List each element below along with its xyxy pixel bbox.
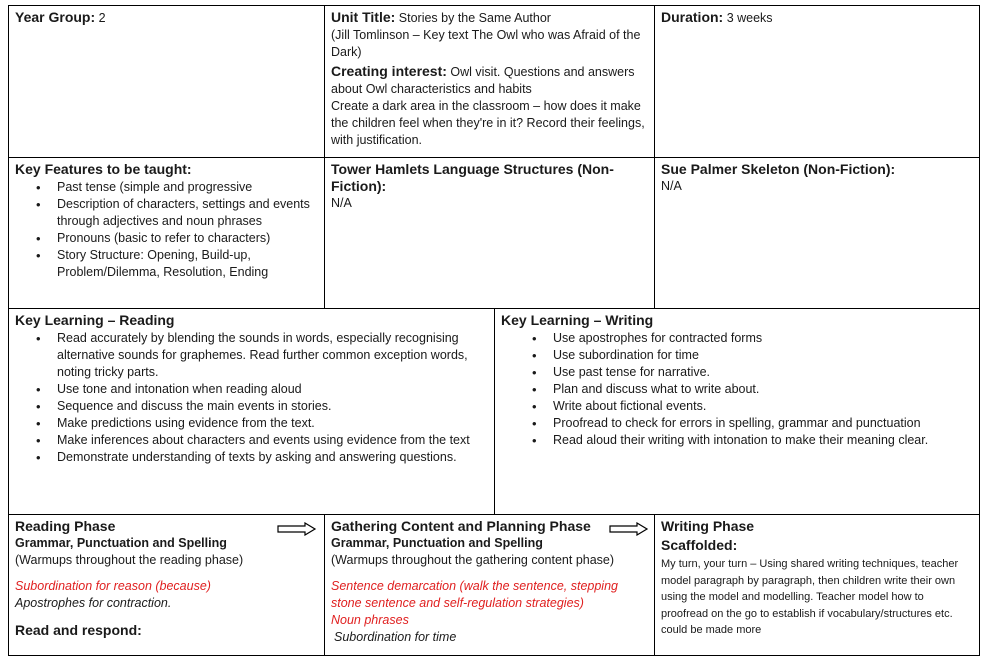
duration-cell: [654, 5, 980, 158]
duration-label: Duration:: [661, 9, 724, 25]
reading-list: [15, 330, 488, 466]
unit-title-cell: [324, 5, 655, 158]
list-item: • Make predictions using evidence from the text.: [57, 415, 488, 432]
reading-phase-warmups: (Warmups throughout the reading phase): [15, 553, 244, 567]
list-item: • Use apostrophes for contracted forms: [553, 330, 973, 347]
list-item: • Use subordination for time: [553, 347, 973, 364]
list-item: • Use past tense for narrative.: [553, 364, 973, 381]
key-features-title: Key Features to be taught:: [15, 161, 192, 177]
list-item: • Story Structure: Opening, Build-up, Problem/Dilemma, Resolution, Ending: [57, 247, 318, 281]
reading-phase-italic: Apostrophes for contraction.: [15, 596, 172, 610]
key-features-list: [15, 179, 318, 281]
duration-value: 3 weeks: [726, 11, 773, 25]
sue-palmer-title: Sue Palmer Skeleton (Non-Fiction):: [661, 161, 896, 177]
writing-phase-scaffolded: Scaffolded:: [661, 537, 738, 553]
key-text: (Jill Tomlinson – Key text The Owl who was Afraid of the Dark): [331, 28, 641, 59]
list-item: • Demonstrate understanding of texts by asking and answering questions.: [57, 449, 488, 466]
gathering-phase-italic: Subordination for time: [334, 630, 457, 644]
list-item: • Plan and discuss what to write about.: [553, 381, 973, 398]
list-item: • Description of characters, settings and events through adjectives and noun phrases: [57, 196, 318, 230]
list-item: • Sequence and discuss the main events in stories.: [57, 398, 488, 415]
reading-phase-gps: Grammar, Punctuation and Spelling: [15, 536, 227, 550]
unit-title-label: Unit Title:: [331, 9, 396, 25]
sue-palmer-value: N/A: [661, 179, 682, 193]
key-learning-reading-title: Key Learning – Reading: [15, 312, 175, 328]
list-item: • Write about fictional events.: [553, 398, 973, 415]
tower-hamlets-value: N/A: [331, 196, 352, 210]
creating-interest-value: Owl visit. Questions and answers about Owl characteristics and habits: [331, 65, 635, 96]
gathering-phase-red-1: Sentence demarcation (walk the sentence, stepping stone sentence and self-regulation strategies): [331, 579, 618, 610]
tower-hamlets-title: Tower Hamlets Language Structures (Non-Fiction):: [331, 161, 614, 194]
arrow-right-icon: [277, 522, 317, 536]
year-group-cell: [8, 5, 325, 158]
year-group-value: 2: [98, 11, 106, 25]
list-item: • Make inferences about characters and events using evidence from the text: [57, 432, 488, 449]
writing-phase-body: My turn, your turn – Using shared writing techniques, teacher model paragraph by paragraph, then children write their own using the model and modelling. Teacher model how to proofread on the go to establish if vocabulary/structures etc. could be made more: [661, 558, 959, 636]
key-learning-writing-title: Key Learning – Writing: [501, 312, 654, 328]
key-features-cell: [8, 157, 325, 309]
list-item: • Proofread to check for errors in spelling, grammar and punctuation: [553, 415, 973, 432]
writing-phase-title: Writing Phase: [661, 518, 755, 534]
unit-title-value: Stories by the Same Author: [398, 11, 551, 25]
gathering-phase-title: Gathering Content and Planning Phase: [331, 518, 591, 534]
creating-interest-label: Creating interest:: [331, 63, 447, 79]
arrow-right-icon: [609, 522, 649, 536]
reading-phase-title: Reading Phase: [15, 518, 116, 534]
key-learning-reading-cell: [8, 308, 495, 515]
gathering-phase-gps: Grammar, Punctuation and Spelling: [331, 536, 543, 550]
reading-phase-red: Subordination for reason (because): [15, 579, 211, 593]
list-item: • Use tone and intonation when reading aloud: [57, 381, 488, 398]
year-group-label: Year Group:: [15, 9, 96, 25]
reading-phase-cell: [8, 514, 325, 656]
list-item: • Past tense (simple and progressive: [57, 179, 318, 196]
writing-list: [501, 330, 973, 449]
tower-hamlets-cell: [324, 157, 655, 309]
read-and-respond: Read and respond:: [15, 622, 142, 638]
gathering-phase-warmups: (Warmups throughout the gathering content phase): [331, 553, 615, 567]
sue-palmer-cell: [654, 157, 980, 309]
key-learning-writing-cell: [494, 308, 980, 515]
list-item: • Read accurately by blending the sounds in words, especially recognising alternative sounds for graphemes. Read further common exception words, noting tricky parts.: [57, 330, 488, 381]
gathering-phase-cell: [324, 514, 655, 656]
list-item: • Read aloud their writing with intonation to make their meaning clear.: [553, 432, 973, 449]
gathering-phase-red-2: Noun phrases: [331, 613, 409, 627]
writing-phase-cell: [654, 514, 980, 656]
list-item: • Pronouns (basic to refer to characters): [57, 230, 318, 247]
creating-interest-more: Create a dark area in the classroom – how does it make the children feel when they're in it? Record their feelings, with justification.: [331, 99, 645, 147]
